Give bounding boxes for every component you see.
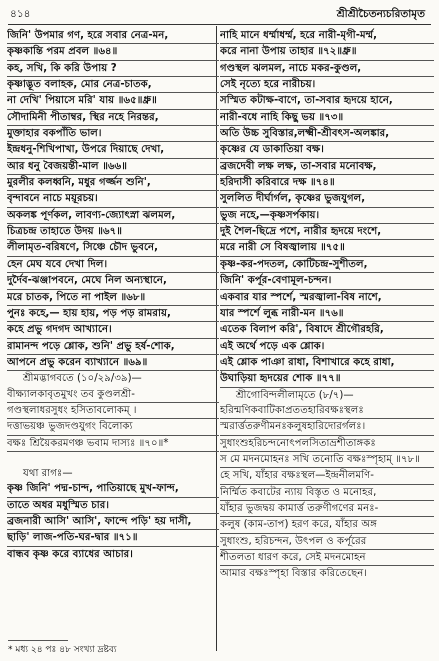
verse-line: একবার যার স্পর্শে, স্মরজ্বালা-বিষ নাশে,: [220, 290, 434, 306]
verse-line: চিত্রচন্দ্র তাহাতে উদয় ॥৬৭॥: [7, 224, 219, 240]
verse-line: দুই শৈল-ছিদ্রে পশে, নারীর হৃদয়ে দংশে,: [220, 224, 434, 240]
verse-line: মরে নারী সে বিষজ্বালায় ॥৭৫॥: [220, 240, 434, 256]
verse-line: ইন্দ্রধনু-শিখিপাখা, উপরে দিয়াছে দেখা,: [7, 142, 219, 158]
verse-line: জিনি' কর্পূর-বেণামূল-চন্দন।: [220, 273, 434, 289]
verse-line: নারী-বধে নাহি কিছু ভয় ॥৭৩॥: [220, 110, 434, 126]
verse-line: কহ, সখি, কি করি উপায় ?: [7, 61, 219, 77]
sanskrit-line: স মে মদনমোহনঃ সখি তনোতি বক্ষঃস্পৃহাম্ ॥৭৮॥: [220, 452, 434, 468]
verse-source: শ্রীমদ্ভাগবতে (১০/২৯/৩৯)—: [23, 373, 142, 385]
verse-line: দুর্দৈব-ঝঞ্জাপবনে, মেঘে নিল অন্যস্থানে,: [7, 273, 219, 289]
verse-line: উঘাড়িয়া হৃদয়ের শোক ॥৭৭॥: [220, 371, 434, 387]
verse-line: আপনে প্রভু করেন ব্যাখ্যানে ॥৬৯॥: [7, 355, 219, 371]
verse-line: মুক্তাহার বকপাঁতি ভাল।: [7, 126, 219, 142]
sanskrit-line: বক্ষঃ শ্রিয়ৈকরমণঞ্চ ভবাম দাস্যঃ ॥৭০॥*: [7, 436, 219, 452]
verse-line: মুরলীর কলধ্বনি, মধুর গর্জ্জন শুনি',: [7, 175, 219, 191]
verse-line: নাহি মানে ধর্ম্মাধর্ম্ম, হরে নারী-মৃগী-মর্ম্ম,: [220, 28, 434, 44]
verse-line: জিনি' উপমার গণ, হরে সবার নেত্র-মন,: [7, 28, 219, 44]
verse-line: অকলঙ্ক পূর্ণকল, লাবণ্য-জ্যোৎস্না ঝলমল,: [7, 208, 219, 224]
verse-line: ব্রজনারী আসি' আসি', ফান্দে পড়ি' হয় দাসী,: [7, 514, 219, 530]
verse-line: মরে চাতক, পিতে না পাইল ॥৬৮॥: [7, 290, 219, 306]
verse-line: রামানন্দ পড়ে শ্লোক, শুনি' প্রভু হর্ষ-শোক,: [7, 339, 219, 355]
sanskrit-line: স্মরার্ত্ততরুণীমনঃকলুষহারিদোরর্গলঃ।: [220, 419, 434, 435]
verse-line: ছাড়ি' লাজ-পতি-ঘর-দ্বার ॥৭১॥: [7, 530, 219, 546]
footnote-rule: [8, 640, 68, 641]
verse-line: বান্ধব কৃষ্ণ করে ব্যাধের আচার।: [7, 548, 133, 560]
verse-source: শ্রীগোবিন্দলীলামৃতে (৮/৭)—: [236, 389, 354, 401]
sanskrit-line: দত্তাভয়ঞ্চ ভুজদণ্ডযুগং বিলোক্য: [7, 419, 219, 435]
verse-line: না দেখি' পিয়াসে মরি' যায় ॥৬৫॥ধ্রু॥: [7, 93, 219, 109]
verse-line: হরিদাসী করিবারে দক্ষ ॥৭৪॥: [220, 175, 434, 191]
verse-line: কৃষ্ণকান্তি পরম প্রবল ॥৬৪॥: [7, 44, 219, 60]
verse-line: কৃষ্ণের যে ডাকাতিয়া বক্ষ।: [220, 142, 434, 158]
sanskrit-line: হরিন্মণিকবাটিকাপ্রততহারিবক্ষঃস্থলঃ: [220, 403, 434, 419]
verse-line: তাতে অধর মধুস্মিত চার।: [7, 498, 219, 514]
verse-line: ভুজ নহে,—কৃষ্ণসর্পকায়।: [220, 208, 434, 224]
verse-line: অতি উচ্চ সুবিস্তার,লক্ষ্মী-শ্রীবৎস-অলঙ্কার,: [220, 126, 434, 142]
verse-line: সস্মিত কটাক্ষ-বাণে, তা-সবার হৃদয়ে হানে,: [220, 93, 434, 109]
verse-line: সুললিত দীর্ঘার্গল, কৃষ্ণের ভুজযুগল,: [220, 191, 434, 207]
verse-line: কৃষ্ণ জিনি' পদ্ম-চান্দ, পাতিয়াছে মুখ-ফান্দ,: [7, 481, 219, 497]
right-column: [220, 28, 434, 582]
raga-label: যথা রাগঃ—: [23, 467, 73, 479]
verse-line: গণ্ডস্থল ঝলমল, নাচে মকর-কুণ্ডল,: [220, 61, 434, 77]
sanskrit-line: গণ্ডস্থলাধরসুধং হসিতাবলোকম্ ।: [7, 403, 219, 419]
verse-line: কৃষ্ণাদ্ভূত বলাহক, মোর নেত্র-চাতক,: [7, 77, 219, 93]
verse-line: পুনঃ কহে,— হায় হায়, পড় পড় রামরায়,: [7, 306, 219, 322]
commentary-line: হে সখি, যাঁহার বক্ষঃস্থল—ইন্দ্রনীলমণি-: [220, 468, 434, 484]
verse-line: সেই নৃত্যে হরে নারীচয়।: [220, 77, 434, 93]
verse-line: বৃন্দাবনে নাচে ময়ূরচয়।: [7, 191, 219, 207]
verse-line: এতেক বিলাপ করি', বিষাদে শ্রীগৌরহরি,: [220, 322, 434, 338]
verse-line: সৌদামিনী পীতাম্বর, স্থির নহে নিরন্তর,: [7, 110, 219, 126]
verse-line: কহে প্রভু গদগদ আখ্যানে।: [7, 322, 219, 338]
left-column: [7, 28, 219, 562]
verse-line: যার স্পর্শে লুব্ধ নারী-মন ॥৭৬॥: [220, 306, 434, 322]
verse-line: লীলামৃত-বরিষণে, সিঞ্চে চৌদ ভুবনে,: [7, 240, 219, 256]
sanskrit-line: বীক্ষ্যালকাবৃতমুখং তব কুণ্ডলশ্রী-: [7, 387, 219, 403]
running-header-title: শ্রীশ্রীচৈতন্যচরিতামৃত: [336, 8, 425, 20]
commentary-line: সুধাংশু, হরিচন্দন, উৎপল ও কর্পূরের: [220, 534, 434, 550]
sanskrit-line: সুধাংশুহরিচন্দনোৎপলসিতাভ্রশীতাঙ্গকঃ: [220, 436, 434, 452]
commentary-line: আমার বক্ষঃস্পৃহা বিস্তার করিতেছেন।: [220, 568, 368, 580]
commentary-line: নির্ম্মিত কবাটের ন্যায় বিস্তৃত ও মনোহর,: [220, 485, 434, 501]
header-rule: [8, 24, 431, 25]
commentary-line: কলুষ (কাম-তাপ) হরণ করে, যাঁহার অঙ্গ: [220, 517, 434, 533]
verse-line: করে নানা উপায় তাহার ॥৭২॥ধ্রু॥: [220, 44, 434, 60]
verse-line: এই অর্থে পড়ে এক শ্লোক।: [220, 339, 434, 355]
verse-line: কৃষ্ণ-কর-পদতল, কোটিচন্দ্র-সুশীতল,: [220, 257, 434, 273]
page-number: ৪১৪: [10, 8, 31, 20]
verse-line: আর ধনু বৈজয়ন্তী-মাল ॥৬৬॥: [7, 159, 219, 175]
verse-line: হেন মেঘ যবে দেখা দিল।: [7, 257, 219, 273]
verse-line: ব্রজদেবী লক্ষ লক্ষ, তা-সবার মনোবক্ষ,: [220, 159, 434, 175]
footnote: * মধ্য ২৪ পঃ ৪৮ সংখ্যা দ্রষ্টব্য: [8, 645, 117, 655]
commentary-line: শীতলতা ধারণ করে, সেই মদনমোহন: [220, 550, 434, 566]
verse-line: এই শ্লোক পাঞা রাধা, বিশাখারে কহে রাধা,: [220, 355, 434, 371]
commentary-line: যাঁহার ভুজদ্বয় কামার্ত্ত তরুণীগণের মনঃ-: [220, 501, 434, 517]
